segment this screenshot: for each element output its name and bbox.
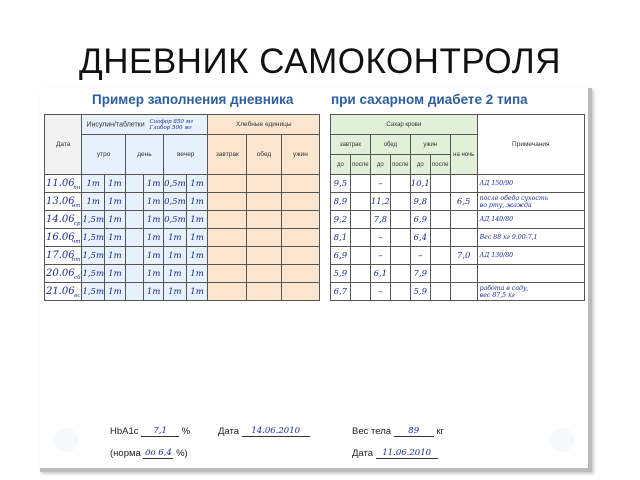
insulin-dose-cell [125,229,143,247]
note-line-2: во рту, жажда [479,201,532,209]
sugar-table-row [331,211,585,229]
bread-unit-cell [208,265,247,283]
insulin-dose-cell: 1т [186,193,208,211]
date-value: 13.06 [46,196,75,207]
bread-unit-cell [247,175,281,193]
insulin-header-label: Инсулин/таблетки [86,121,145,129]
sugar-value-cell [430,193,450,211]
watermark-decoration [54,428,78,452]
insulin-dose-cell: 1т [105,265,126,283]
insulin-dose-cell: 1т [186,283,208,301]
slide-title: ДНЕВНИК САМОКОНТРОЛЯ [79,42,561,81]
sugar-table [330,114,585,301]
insulin-dose-cell: 1т [144,283,164,301]
note-line-1: АД 130/80 [479,252,514,259]
date-header: Дата [45,115,82,175]
sugar-value-cell: 6,4 [410,229,430,247]
weight-value: 89 [394,426,434,437]
before-header: до [370,155,390,175]
day-of-week: пн [73,185,81,191]
insulin-table-row [45,265,320,283]
insulin-dose-cell: 1т [144,247,164,265]
insulin-table-row [45,229,320,247]
sugar-value-cell [430,175,450,193]
notes-cell [477,247,584,265]
watermark-decoration [550,428,574,452]
date-cell [45,247,82,265]
weight-line [352,426,444,437]
insulin-dose-cell: 0,5т [164,193,187,211]
insulin-dose-cell: 1т [164,283,187,301]
sugar-value-cell [390,229,410,247]
insulin-table [44,114,320,301]
norm-value: до 6,4 [145,448,172,458]
insulin-dose-cell: 1,5т [82,283,105,301]
bu-lunch-header: обед [247,135,281,175]
insulin-dose-cell: 1т [144,175,164,193]
norm-line [110,448,188,459]
sugar-value-cell [430,265,450,283]
insulin-dose-cell [125,265,143,283]
bread-unit-cell [281,193,319,211]
hba1c-line [110,426,190,437]
sugar-value-cell [390,247,410,265]
after-header: после [350,155,370,175]
insulin-dose-cell: 1,5т [82,211,105,229]
notes-cell [477,211,584,229]
note-line-1: АД 140/80 [479,216,514,223]
insulin-dose-cell [125,175,143,193]
sugar-value-cell: – [370,229,390,247]
date-cell [45,211,82,229]
day-of-week: вс [74,293,81,299]
insulin-dose-cell: 1т [105,247,126,265]
bread-units-header: Хлебные единицы [208,115,320,135]
sugar-value-cell: 8,1 [331,229,351,247]
sugar-value-cell: 6,5 [450,193,477,211]
bread-unit-cell [281,229,319,247]
insulin-header [82,115,208,135]
sugar-value-cell: 9,2 [331,211,351,229]
norm-open: (норма [110,448,141,459]
bread-unit-cell [281,265,319,283]
sugar-table-row [331,229,585,247]
sugar-value-cell: 7,9 [410,265,430,283]
sugar-value-cell [390,265,410,283]
insulin-note-1: Сиофор 850 мг [149,118,193,125]
insulin-dose-cell: 1т [186,265,208,283]
insulin-dose-cell [125,247,143,265]
notes-cell [477,265,584,283]
day-of-week: вт [72,203,81,209]
sugar-value-cell: 6,9 [410,211,430,229]
insulin-table-row [45,247,320,265]
bread-unit-cell [208,211,247,229]
notes-cell [477,283,584,301]
day-of-week: ср [73,221,81,227]
sugar-value-cell: 10,1 [410,175,430,193]
insulin-dose-cell: 1т [144,265,164,283]
sugar-value-cell [350,229,370,247]
date-value: 16.06 [46,232,75,243]
date-value: 21.06 [46,286,75,297]
insulin-dose-cell: 1т [82,193,105,211]
day-of-week: пт [71,257,81,263]
date-value: 11.06 [46,178,75,189]
bu-dinner-header: ужин [281,135,319,175]
sugar-value-cell [450,265,477,283]
sugar-night-header: на ночь [450,135,477,175]
sugar-dinner-header: ужин [410,135,450,155]
bread-unit-cell [208,175,247,193]
sugar-value-cell [350,175,370,193]
date-label: Дата [218,426,240,437]
sugar-table-row [331,247,585,265]
insulin-table-row [45,211,320,229]
sugar-value-cell [350,283,370,301]
sugar-value-cell: 11,2 [370,193,390,211]
percent-sign: % [181,426,191,437]
insulin-dose-cell [125,193,143,211]
sugar-value-cell: 7,0 [450,247,477,265]
insulin-dose-cell [125,283,143,301]
sugar-value-cell: 7,8 [370,211,390,229]
before-header: до [410,155,430,175]
insulin-dose-cell: 1,5т [82,247,105,265]
sugar-value-cell: 5,9 [410,283,430,301]
sugar-value-cell: 6,9 [331,247,351,265]
weight-label: Вес тела [352,426,392,437]
date-cell [45,175,82,193]
insulin-dose-cell: 1т [164,247,187,265]
bread-unit-cell [281,175,319,193]
insulin-dose-cell: 1т [164,229,187,247]
bread-unit-cell [281,283,319,301]
bread-unit-cell [247,265,281,283]
after-header: после [430,155,450,175]
insulin-table-row [45,175,320,193]
diary-sheet [40,88,592,472]
sugar-table-row [331,283,585,301]
insulin-dose-cell: 1,5т [82,229,105,247]
sugar-breakfast-header: завтрак [331,135,371,155]
bread-unit-cell [208,283,247,301]
heading-left: Пример заполнения дневника [92,92,294,107]
sugar-value-cell [450,283,477,301]
day-header: день [125,135,163,175]
sugar-lunch-header: обед [370,135,410,155]
sugar-value-cell [390,175,410,193]
note-line-1: после обеда сухость [479,194,549,202]
date-cell [45,265,82,283]
insulin-dose-cell: 1т [105,175,126,193]
day-of-week: сб [74,275,81,281]
insulin-dose-cell: 1т [186,175,208,193]
bread-unit-cell [247,211,281,229]
sugar-value-cell [430,247,450,265]
sugar-value-cell: 6,7 [331,283,351,301]
insulin-dose-cell: 1т [105,211,126,229]
sugar-value-cell [450,211,477,229]
before-header: до [331,155,351,175]
insulin-dose-cell: 1т [105,283,126,301]
norm-close: %) [176,448,188,459]
insulin-dose-cell: 1т [105,229,126,247]
date-value: 14.06.2010 [242,426,310,437]
sugar-table-row [331,193,585,211]
bread-unit-cell [247,193,281,211]
insulin-note-2: Глибор 500 мг [149,124,192,131]
bread-unit-cell [281,211,319,229]
hba1c-value: 7,1 [141,426,179,437]
insulin-dose-cell: 1т [144,229,164,247]
bread-unit-cell [247,229,281,247]
insulin-dose-cell: 1т [144,211,164,229]
date2-line [352,448,438,459]
insulin-dose-cell: 1,5т [82,265,105,283]
sugar-value-cell [390,193,410,211]
heading-right: при сахарном диабете 2 типа [331,92,528,107]
notes-cell [477,193,584,211]
sugar-value-cell: – [370,175,390,193]
sugar-value-cell [350,193,370,211]
date-cell [45,193,82,211]
date-value: 17.06 [46,250,75,261]
date-value: 20.06 [46,268,75,279]
sugar-value-cell [350,211,370,229]
sugar-table-row [331,265,585,283]
insulin-dose-cell: 1т [105,193,126,211]
insulin-note [149,119,193,131]
sugar-value-cell [350,265,370,283]
bread-unit-cell [247,283,281,301]
sugar-value-cell: – [370,247,390,265]
sugar-value-cell: – [410,247,430,265]
notes-cell [477,229,584,247]
sugar-value-cell: 6,1 [370,265,390,283]
insulin-dose-cell: 1т [144,193,164,211]
hba1c-label: HbA1c [110,426,139,437]
sugar-value-cell [430,283,450,301]
note-line-1: работа в саду, [479,284,529,292]
date-line [218,426,310,437]
insulin-dose-cell: 1т [164,265,187,283]
date2-label: Дата [352,448,374,459]
sugar-value-cell: – [370,283,390,301]
sugar-value-cell [350,247,370,265]
note-line-1: Вес 88 кг 9.00-7,1 [479,234,538,241]
notes-cell [477,175,584,193]
insulin-dose-cell: 1т [186,211,208,229]
insulin-table-row [45,283,320,301]
bread-unit-cell [247,247,281,265]
sugar-value-cell: 9,8 [410,193,430,211]
sugar-value-cell [430,229,450,247]
day-of-week: чт [71,239,81,245]
bread-unit-cell [281,247,319,265]
date-cell [45,283,82,301]
date-value: 14.06 [46,214,75,225]
sugar-value-cell: 9,5 [331,175,351,193]
notes-header: Примечания [477,115,584,175]
insulin-dose-cell: 1т [186,247,208,265]
insulin-dose-cell: 1т [186,229,208,247]
sugar-value-cell: 5,9 [331,265,351,283]
after-header: после [390,155,410,175]
sugar-value-cell [450,229,477,247]
sugar-value-cell: 8,9 [331,193,351,211]
sugar-value-cell [390,211,410,229]
date2-value: 11.06.2010 [376,448,438,459]
kg-unit: кг [436,426,444,437]
sugar-table-row [331,175,585,193]
bread-unit-cell [208,247,247,265]
bread-unit-cell [208,193,247,211]
insulin-dose-cell [125,211,143,229]
sugar-header: Сахар крови [331,115,478,135]
insulin-dose-cell: 1т [82,175,105,193]
insulin-dose-cell: 0,5т [164,211,187,229]
note-line-1: АД 150/90 [479,180,514,187]
date-cell [45,229,82,247]
morning-header: утро [82,135,125,175]
evening-header: вечер [164,135,208,175]
note-line-2: вес 87,5 кг [479,291,515,299]
bu-breakfast-header: завтрак [208,135,247,175]
sugar-value-cell [390,283,410,301]
bread-unit-cell [208,229,247,247]
insulin-dose-cell: 0,5т [164,175,187,193]
sugar-value-cell [430,211,450,229]
sugar-value-cell [450,175,477,193]
insulin-table-row [45,193,320,211]
